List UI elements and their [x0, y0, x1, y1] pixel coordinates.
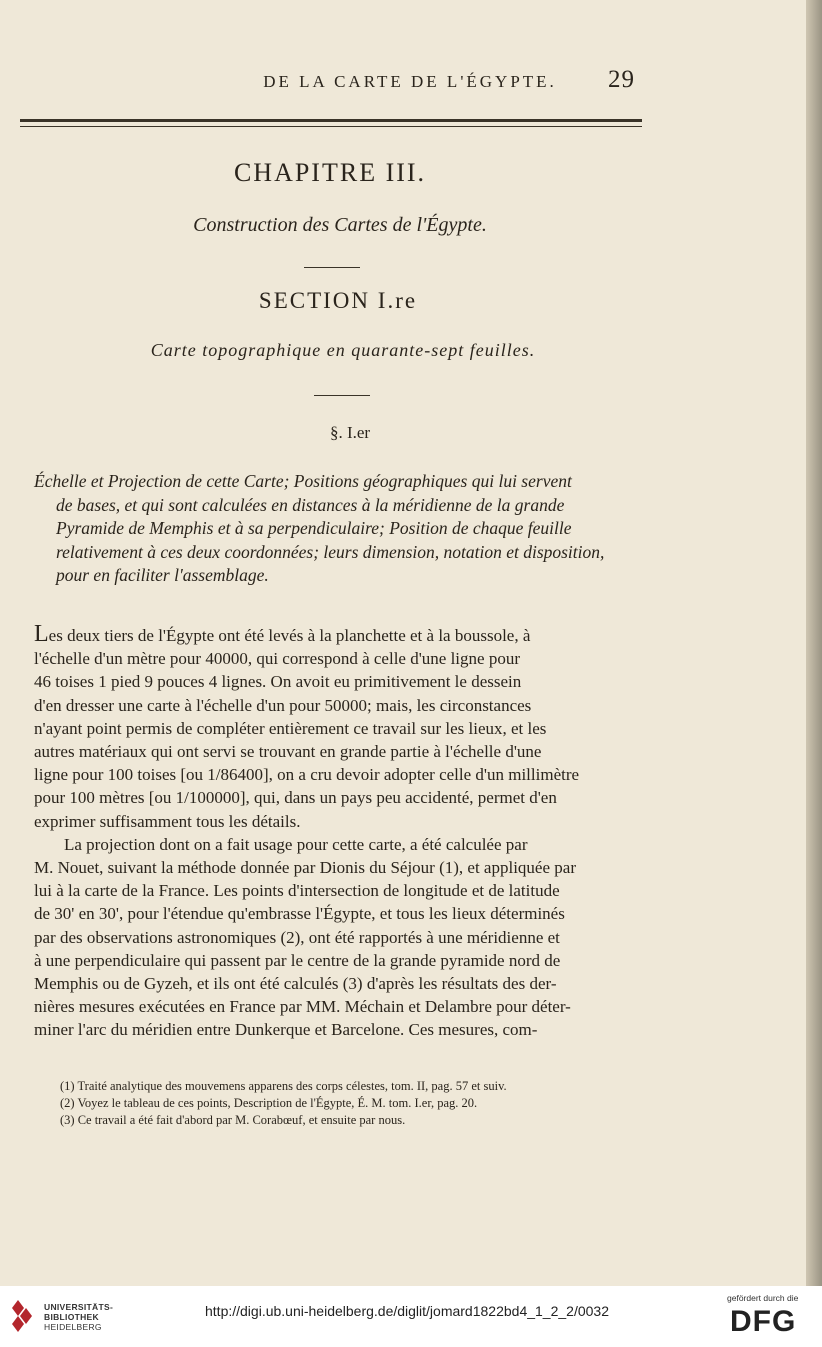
- argument-line: relativement à ces deux coordonnées; leurs dimension, notation et disposition,: [56, 541, 605, 562]
- divider-rule: [304, 267, 360, 268]
- argument-line: Échelle et Projection de cette Carte; Positions géographiques qui lui servent: [34, 471, 572, 491]
- section-title: SECTION I.re: [258, 288, 418, 313]
- chapter-title: CHAPITRE III.: [233, 158, 427, 187]
- body-line: par des observations astronomiques (2), ont été rapportés à une méridienne et: [34, 927, 560, 947]
- footnote: (1) Traité analytique des mouvemens apparens des corps célestes, tom. II, pag. 57 et suiv.: [60, 1079, 507, 1093]
- permalink-url[interactable]: http://digi.ub.uni-heidelberg.de/diglit/jomard1822bd4_1_2_2/0032: [205, 1303, 609, 1319]
- body-line: 46 toises 1 pied 9 pouces 4 lignes. On avoit eu primitivement le dessein: [34, 672, 522, 692]
- body-line: lui à la carte de la France. Les points d'intersection de longitude et de latitude: [34, 881, 560, 901]
- body-line: exprimer suffisamment tous les détails.: [34, 811, 301, 831]
- section-subtitle: Carte topographique en quarante-sept feuilles.: [150, 340, 536, 360]
- body-line: l'échelle d'un mètre pour 40000, qui correspond à celle d'une ligne pour: [34, 649, 520, 669]
- body-line: d'en dresser une carte à l'échelle d'un pour 50000; mais, les circonstances: [34, 695, 532, 715]
- body-line: autres matériaux qui ont servi se trouvant en grande partie à l'échelle d'une: [34, 742, 542, 762]
- body-line: pour 100 mètres [ou 1/100000], qui, dans un pays peu accidenté, permet d'en: [34, 788, 557, 808]
- body-line: M. Nouet, suivant la méthode donnée par Dionis du Séjour (1), et appliquée par: [34, 858, 576, 878]
- chapter-subtitle: Construction des Cartes de l'Égypte.: [193, 214, 487, 236]
- body-line: Memphis ou de Gyzeh, et ils ont été calculés (3) d'après les résultats des der-: [34, 974, 557, 994]
- body-line: La projection dont on a fait usage pour cette carte, a été calculée par: [64, 834, 528, 854]
- funder-caption: gefördert durch die: [727, 1293, 799, 1303]
- paragraph-mark: §. I.er: [329, 423, 371, 442]
- argument-line: pour en faciliter l'assemblage.: [56, 565, 269, 585]
- body-line: n'ayant point permis de compléter entièrement ce travail sur les lieux, et les: [34, 718, 547, 738]
- body-line: à une perpendiculaire qui passent par le centre de la grande pyramide nord de: [34, 950, 561, 970]
- footnote: (2) Voyez le tableau de ces points, Description de l'Égypte, É. M. tom. I.er, pag. 20.: [60, 1096, 478, 1110]
- drop-cap: L: [34, 621, 49, 647]
- header-rule-thin: [20, 126, 642, 127]
- body-text: [34, 623, 674, 1042]
- page-edge-shadow: [806, 0, 822, 1286]
- body-line: miner l'arc du méridien entre Dunkerque et Barcelone. Ces mesures, com-: [34, 1020, 538, 1040]
- university-library-logo-icon[interactable]: [10, 1298, 36, 1334]
- section-argument: [34, 470, 674, 588]
- argument-line: Pyramide de Memphis et à sa perpendiculaire; Position de chaque feuille: [56, 518, 572, 538]
- body-line: ligne pour 100 toises [ou 1/86400], on a cru devoir adopter celle d'un millimètre: [34, 765, 580, 785]
- library-name[interactable]: UNIVERSITÄTS- BIBLIOTHEK HEIDELBERG: [44, 1302, 114, 1332]
- running-head: DE LA CARTE DE L'ÉGYPTE.: [263, 72, 557, 91]
- footnotes: [60, 1078, 660, 1129]
- divider-rule: [314, 395, 370, 396]
- header-rule-thick: [20, 119, 642, 122]
- dfg-logo[interactable]: DFG: [730, 1305, 797, 1338]
- page-number: 29: [608, 66, 635, 93]
- body-line: nières mesures exécutées en France par MM. Méchain et Delambre pour déter-: [34, 997, 571, 1017]
- argument-line: de bases, et qui sont calculées en distances à la méridienne de la grande: [56, 494, 565, 515]
- body-line: de 30' en 30', pour l'étendue qu'embrasse l'Égypte, et tous les lieux déterminés: [34, 904, 565, 924]
- viewer-footer: [0, 1286, 822, 1347]
- body-line: Les deux tiers de l'Égypte ont été levés à la planchette et à la boussole, à: [34, 621, 531, 647]
- footnote: (3) Ce travail a été fait d'abord par M. Corabœuf, et ensuite par nous.: [60, 1113, 406, 1127]
